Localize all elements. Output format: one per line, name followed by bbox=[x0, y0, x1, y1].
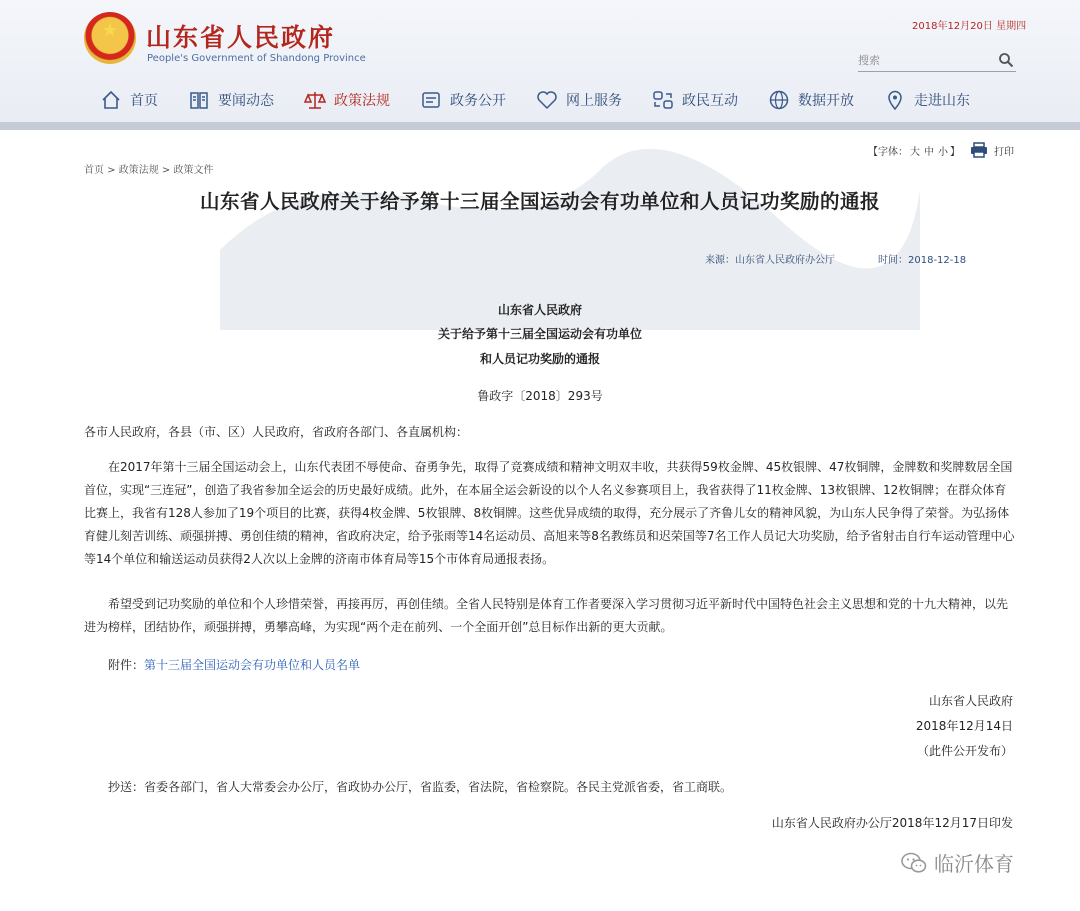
search-icon[interactable] bbox=[998, 52, 1014, 68]
nav-label: 政策法规 bbox=[334, 93, 390, 109]
cc-list: 抄送：省委各部门，省人大常委会办公厅，省政协办公厅，省监委，省法院，省检察院。各民主党派省委，省工商联。 bbox=[108, 780, 733, 794]
heart-icon bbox=[536, 89, 558, 111]
signature-org: 山东省人民政府 bbox=[928, 694, 1013, 708]
site-title[interactable]: 山东省人民政府 bbox=[146, 23, 336, 52]
publish-note: （此件公开发布） bbox=[916, 744, 1013, 758]
signature-date: 2018年12月14日 bbox=[915, 719, 1013, 733]
font-size-label: 【字体： bbox=[868, 146, 908, 158]
doc-head-org: 山东省人民政府 bbox=[497, 303, 582, 317]
attachment-label: 附件： bbox=[108, 658, 145, 672]
nav-label: 网上服务 bbox=[566, 93, 622, 109]
attachment-line bbox=[84, 654, 1016, 677]
article-tools bbox=[868, 142, 1014, 158]
article-source: 来源：山东省人民政府办公厅 bbox=[705, 255, 835, 266]
doc-number: 鲁政字〔2018〕293号 bbox=[477, 389, 603, 403]
issued-by: 山东省人民政府办公厅2018年12月17日印发 bbox=[771, 816, 1013, 830]
print-icon[interactable] bbox=[970, 142, 988, 158]
paragraph-2: 希望受到记功奖励的单位和个人珍惜荣誉，再接再厉，再创佳绩。全省人民特别是体育工作者要深入学习贯彻习近平新时代中国特色社会主义思想和党的十九大精神，以先进为榜样，团结协作，顽强拼搏，勇攀高峰，为实现“两个走在前列、一个全面开创”总目标作出新的更大贡献。 bbox=[84, 597, 1009, 634]
breadcrumb-separator: > bbox=[104, 165, 119, 176]
map-pin-icon bbox=[884, 89, 906, 111]
attachment-link[interactable]: 第十三届全国运动会有功单位和人员名单 bbox=[144, 658, 361, 672]
wechat-watermark bbox=[900, 848, 1014, 877]
wechat-account-name: 临沂体育 bbox=[934, 852, 1014, 876]
main-nav bbox=[100, 84, 1000, 116]
font-size-small[interactable]: 小 bbox=[938, 146, 948, 158]
newspaper-icon bbox=[188, 89, 210, 111]
recipients: 各市人民政府，各县（市、区）人民政府，省政府各部门、各直属机构： bbox=[84, 425, 469, 439]
paragraph-1: 在2017年第十三届全国运动会上，山东代表团不辱使命、奋勇争先，取得了竞赛成绩和精神文明双丰收，共获得59枚金牌、45枚银牌、47枚铜牌，金牌数和奖牌数居全国首位，实现“三连冠”，创造了我省参加全运会的历史最好成绩。此外，在本届全运会新设的以个人名义参赛项目上，我省获得了11枚金牌、13枚银牌、12枚铜牌；在群众体育比赛上，我省有128人参加了19个项目的比赛，获得4枚金牌、5枚银牌、8枚铜牌。这些优异成绩的取得，充分展示了齐鲁儿女的精神风貌，为山东人民争得了荣誉。为弘扬体育健儿刻苦训练、顽强拼搏、勇创佳绩的精神，省政府决定，给予张雨等14名运动员、高旭来等8名教练员和迟荣国等7名工作人员记大功奖励，给予省射击自行车运动管理中心等14个单位和输送运动员获得2人次以上金牌的济南市体育局等15个市体育局通报表扬。 bbox=[84, 460, 1015, 566]
article-time: 时间：2018-12-18 bbox=[878, 255, 967, 266]
site-header bbox=[0, 0, 1080, 122]
breadcrumb-home[interactable]: 首页 bbox=[84, 165, 104, 176]
nav-item-about-shandong[interactable] bbox=[884, 84, 970, 116]
breadcrumb-policy-docs[interactable]: 政策文件 bbox=[173, 165, 214, 176]
scales-icon bbox=[304, 89, 326, 111]
nav-item-news[interactable] bbox=[188, 84, 274, 116]
site-subtitle: People's Government of Shandong Province bbox=[147, 53, 366, 64]
font-size-bracket: 】 bbox=[950, 146, 960, 158]
search-box bbox=[858, 50, 1016, 72]
font-size-large[interactable]: 大 bbox=[910, 146, 920, 158]
nav-item-gov-affairs[interactable] bbox=[420, 84, 506, 116]
globe-icon bbox=[768, 89, 790, 111]
nav-label: 要闻动态 bbox=[218, 93, 274, 109]
article-title: 山东省人民政府关于给予第十三届全国运动会有功单位和人员记功奖励的通报 bbox=[199, 190, 880, 213]
doc-head-line3: 和人员记功奖励的通报 bbox=[479, 352, 600, 366]
font-size-medium[interactable]: 中 bbox=[924, 146, 934, 158]
home-icon bbox=[100, 89, 122, 111]
header-divider bbox=[0, 122, 1080, 130]
wechat-icon bbox=[900, 851, 928, 875]
search-input[interactable] bbox=[858, 50, 988, 70]
breadcrumb bbox=[84, 161, 214, 176]
nav-label: 政民互动 bbox=[682, 93, 738, 109]
nav-label: 走进山东 bbox=[914, 93, 970, 109]
breadcrumb-policy[interactable]: 政策法规 bbox=[118, 165, 159, 176]
doc-head-line2: 关于给予第十三届全国运动会有功单位 bbox=[437, 327, 642, 341]
nav-item-policy[interactable] bbox=[304, 84, 390, 116]
nav-item-interaction[interactable] bbox=[652, 84, 738, 116]
print-button[interactable]: 打印 bbox=[994, 146, 1014, 158]
map-background-decoration bbox=[180, 130, 940, 330]
current-date: 2018年12月20日 星期四 bbox=[912, 21, 1027, 32]
nav-item-online-service[interactable] bbox=[536, 84, 622, 116]
nav-label: 数据开放 bbox=[798, 93, 854, 109]
breadcrumb-separator: > bbox=[158, 165, 174, 176]
nav-item-open-data[interactable] bbox=[768, 84, 854, 116]
nav-label: 政务公开 bbox=[450, 93, 506, 109]
nav-label: 首页 bbox=[130, 93, 158, 109]
nav-item-home[interactable] bbox=[100, 84, 158, 116]
national-emblem-logo[interactable]: ★ bbox=[84, 12, 136, 64]
interact-icon bbox=[652, 89, 674, 111]
document-icon bbox=[420, 89, 442, 111]
